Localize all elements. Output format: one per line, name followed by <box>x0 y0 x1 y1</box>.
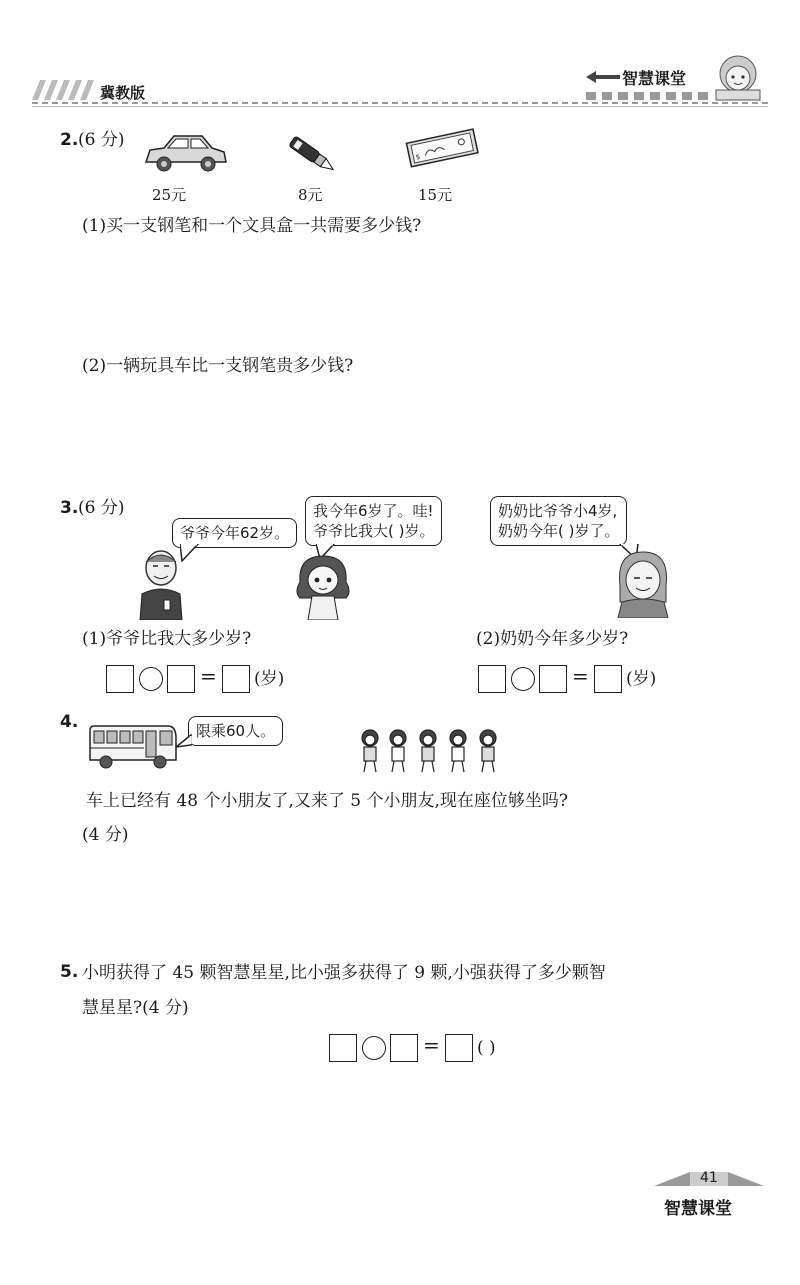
q2-number: 2. <box>60 130 79 150</box>
bus-icon <box>86 724 178 770</box>
header-dots-decoration <box>586 92 716 100</box>
q5-eq-unit: ( ) <box>477 1038 496 1058</box>
q4-number: 4. <box>60 712 79 732</box>
q5-eq-operator-circle[interactable] <box>362 1036 386 1060</box>
pencil-box-icon <box>404 124 480 170</box>
girl-speech-line1: 我今年6岁了。哇! <box>313 502 434 520</box>
q4-question-line1: 车上已经有 48 个小朋友了,又来了 5 个小朋友,现在座位够坐吗? <box>86 791 568 811</box>
header-girl-mascot-icon <box>708 52 768 102</box>
q5-number: 5. <box>60 962 79 982</box>
bus-capacity-text: 限乘60人。 <box>196 722 276 740</box>
q2-price-pen: 8元 <box>298 186 323 204</box>
q3-eq1-unit: (岁) <box>254 669 285 689</box>
q2-part1-question: (1)买一支钢笔和一个文具盒一共需要多少钱? <box>82 216 422 236</box>
grandpa-figure-icon <box>136 548 186 620</box>
q5-eq-box2[interactable] <box>390 1034 418 1062</box>
q3-number: 3. <box>60 498 79 518</box>
q5-question-line2: 慧星星?(4 分) <box>82 998 189 1018</box>
q3-part1-question: (1)爷爷比我大多少岁? <box>82 629 252 649</box>
q2-score: (6 分) <box>78 130 125 150</box>
grandma-speech-line1: 奶奶比爷爷小4岁, <box>498 502 618 520</box>
grandma-speech-line2: 奶奶今年( )岁了。 <box>498 522 620 540</box>
girl-speech-line2: 爷爷比我大( )岁。 <box>313 522 435 540</box>
q3-eq2-unit: (岁) <box>626 669 657 689</box>
q4-score: (4 分) <box>82 825 129 845</box>
q3-part2-question: (2)奶奶今年多少岁? <box>476 629 629 649</box>
q3-eq1-equals: = <box>200 664 217 688</box>
page-number: 41 <box>700 1170 718 1186</box>
bus-bubble-tail <box>176 734 192 748</box>
svg-text:$: $ <box>414 152 421 162</box>
q3-eq1-operator-circle[interactable] <box>139 667 163 691</box>
q2-price-car: 25元 <box>152 186 187 204</box>
girl-speech-bubble <box>305 496 442 546</box>
header-divider-thin <box>32 106 768 107</box>
q3-eq1-box1[interactable] <box>106 665 134 693</box>
grandma-figure-icon <box>614 546 672 618</box>
fountain-pen-icon <box>282 130 340 178</box>
q3-eq2-box2[interactable] <box>539 665 567 693</box>
header-divider <box>32 102 768 104</box>
header-stripes-decoration <box>32 80 96 100</box>
q5-eq-box1[interactable] <box>329 1034 357 1062</box>
children-group-icon <box>356 728 506 774</box>
q3-eq2-box1[interactable] <box>478 665 506 693</box>
q3-eq2-result-box[interactable] <box>594 665 622 693</box>
bus-capacity-bubble <box>188 716 283 746</box>
header-arrow-icon <box>586 70 620 84</box>
header-brand-title: 智慧课堂 <box>622 69 687 88</box>
footer-brand-title: 智慧课堂 <box>664 1199 732 1219</box>
grandpa-speech-text: 爷爷今年62岁。 <box>180 524 290 542</box>
q3-eq1-result-box[interactable] <box>222 665 250 693</box>
girl-figure-icon <box>290 552 356 620</box>
q3-eq1-box2[interactable] <box>167 665 195 693</box>
q3-score: (6 分) <box>78 498 125 518</box>
toy-car-icon <box>142 130 228 176</box>
edition-label: 冀教版 <box>100 84 146 102</box>
q2-price-pencil-box: 15元 <box>418 186 453 204</box>
q3-eq2-operator-circle[interactable] <box>511 667 535 691</box>
q3-eq2-equals: = <box>572 664 589 688</box>
q2-part2-question: (2)一辆玩具车比一支钢笔贵多少钱? <box>82 356 354 376</box>
grandma-speech-bubble <box>490 496 627 546</box>
q5-eq-equals: = <box>423 1033 440 1057</box>
q5-question-line1: 小明获得了 45 颗智慧星星,比小强多获得了 9 颗,小强获得了多少颗智 <box>82 963 606 983</box>
q5-eq-result-box[interactable] <box>445 1034 473 1062</box>
